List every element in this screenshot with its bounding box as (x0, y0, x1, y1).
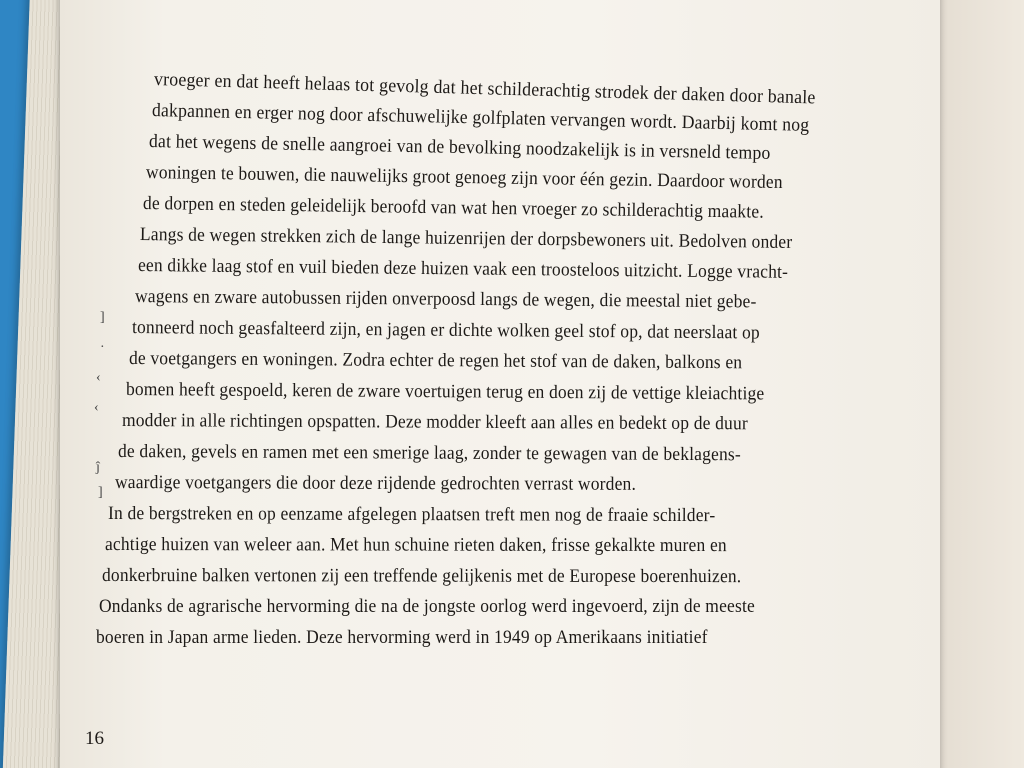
text-line-12: modder in alle richtingen opspatten. Deze modder kleeft aan alles en bedekt op de duur (121, 410, 748, 435)
text-line-17: donkerbruine balken vertonen zij een treffende gelijkenis met de Europese boerenhuizen. (101, 565, 742, 588)
margin-mark: ‹ (94, 400, 99, 415)
text-line-19: boeren in Japan arme lieden. Deze hervorming werd in 1949 op Amerikaans initiatief (96, 627, 708, 648)
text-line-14: waardige voetgangers die door deze rijdende gedrochten verrast worden. (114, 472, 637, 495)
text-line-10: de voetgangers en woningen. Zodra echter de regen het stof van de daken, balkons en (128, 348, 743, 374)
text-line-11: bomen heeft gespoeld, keren de zware voertuigen terug en doen zij de vettige kleiachtige (125, 379, 765, 405)
text-line-13: de daken, gevels en ramen met een smerige laag, zonder te gewagen van de beklagens- (117, 441, 741, 466)
text-line-8: wagens en zware autobussen rijden onverpoosd langs de wegen, die meestal niet gebe- (134, 286, 757, 313)
margin-mark: · (100, 340, 105, 355)
text-line-15: In de bergstreken en op eenzame afgelegen plaatsen treft men nog de fraaie schilder- (107, 503, 716, 527)
margin-mark: ] (98, 485, 103, 500)
body-text (98, 64, 888, 653)
text-line-2: dakpannen en erger nog door afschuwelijke golfplaten vervangen wordt. Daarbij komt nog (151, 100, 810, 136)
margin-mark: ] (100, 310, 105, 325)
margin-mark: ĵ (96, 460, 100, 475)
text-line-5: de dorpen en steden geleidelijk beroofd van wat hen vroeger zo schilderachtig maakte. (142, 193, 764, 223)
text-line-18: Ondanks de agrarische hervorming die na de jongste oorlog werd ingevoerd, zijn de meeste (99, 596, 755, 617)
text-line-16: achtige huizen van weleer aan. Met hun schuine rieten daken, frisse gekalkte muren en (104, 534, 727, 557)
text-line-1: vroeger en dat heeft helaas tot gevolg dat het schilderachtig strodek der daken door banale (153, 69, 816, 109)
text-line-6: Langs de wegen strekken zich de lange huizenrijen der dorpsbewoners uit. Bedolven onder (139, 224, 793, 253)
margin-mark: ‹ (96, 370, 101, 385)
text-line-4: woningen te bouwen, die nauwelijks groot genoeg zijn voor één gezin. Daardoor worden (145, 162, 783, 194)
page-number: 16 (85, 728, 104, 749)
text-line-7: een dikke laag stof en vuil bieden deze huizen vaak een troosteloos uitzicht. Logge vracht- (137, 255, 789, 283)
text-line-9: tonneerd noch geasfalteerd zijn, en jagen er dichte wolken geel stof op, dat neerslaat op (131, 317, 760, 344)
text-line-3: dat het wegens de snelle aangroei van de bevolking noodzakelijk is in versneld tempo (148, 131, 771, 164)
